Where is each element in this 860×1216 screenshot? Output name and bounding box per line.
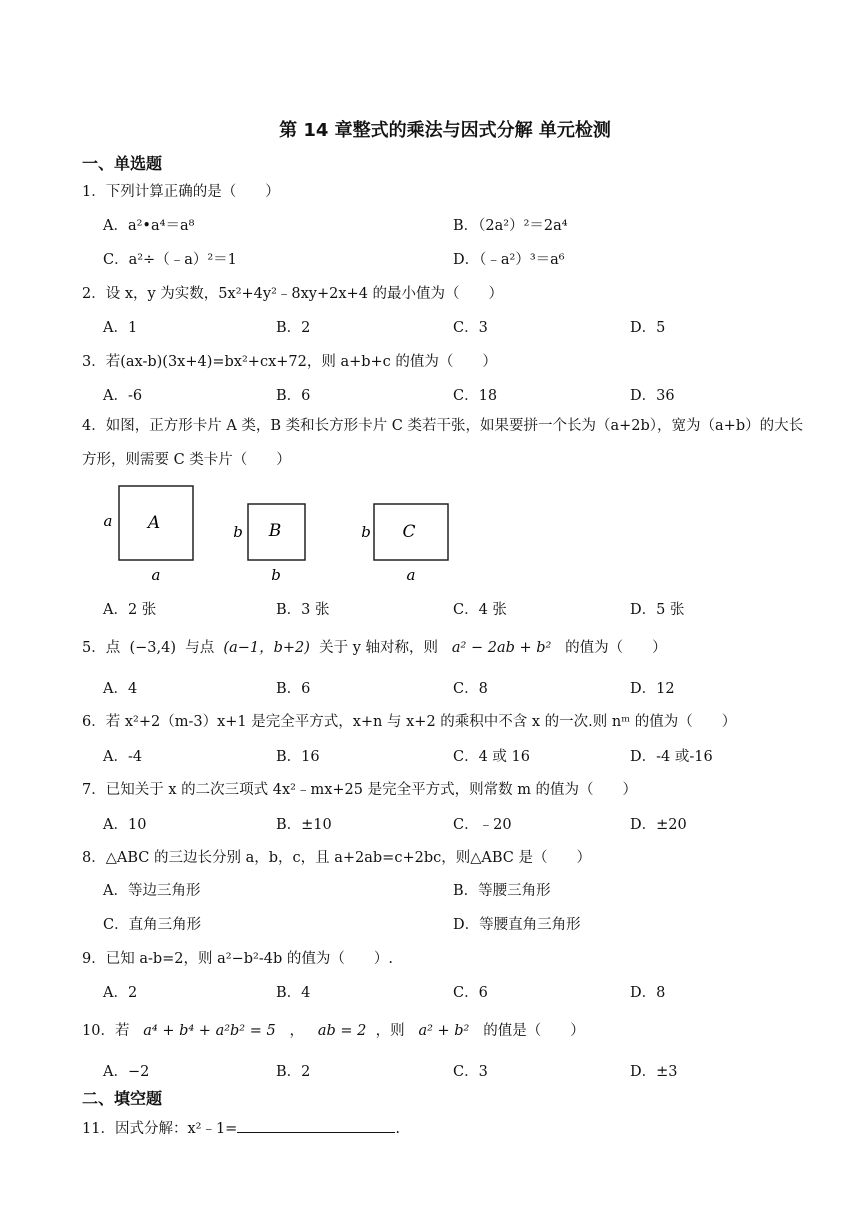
q4-option-c[interactable]: C．4 张 [453, 602, 507, 618]
card-c-bottom-label: a [406, 566, 416, 584]
q7-option-c[interactable]: C．﹣20 [453, 817, 512, 833]
q9-option-c[interactable]: C．6 [453, 985, 488, 1001]
q3-option-a[interactable]: A．-6 [103, 388, 143, 404]
card-a-side-label: a [103, 512, 113, 530]
question-4: 4．如图，正方形卡片 A 类，B 类和长方形卡片 C 类若干张，如果要拼一个长为（a+2b），宽为（a+b）的大长方形，则需要 C 类卡片（ ） [82, 418, 804, 468]
q9-option-d[interactable]: D．8 [630, 985, 666, 1001]
q1-option-c[interactable]: C．a²÷（﹣a）²＝1 [103, 252, 237, 268]
card-c-label: C [402, 522, 416, 542]
q5-text-tail: 的值为（ ） [565, 640, 667, 656]
q10-text-tail: 的值是（ ） [483, 1023, 585, 1039]
question-10 [82, 1019, 585, 1040]
q4-option-d[interactable]: D．5 张 [630, 602, 685, 618]
q10-sep-2: ，则 [375, 1023, 405, 1039]
question-7: 7．已知关于 x 的二次三项式 4x²﹣mx+25 是完全平方式，则常数 m 的值为（ ） [82, 782, 638, 798]
q10-option-a[interactable]: A．−2 [103, 1064, 150, 1080]
q5-point-2: (a−1，b+2) [223, 640, 310, 656]
page-title: 第 14 章整式的乘法与因式分解 单元检测 [279, 120, 611, 141]
q11-end: . [395, 1121, 400, 1137]
q6-option-b[interactable]: B．16 [276, 749, 320, 765]
section-fill-in: 二、填空题 [82, 1089, 163, 1108]
q6-option-d[interactable]: D．-4 或-16 [630, 749, 713, 765]
q10-expression-2: ab = 2 [317, 1023, 367, 1039]
q3-option-b[interactable]: B．6 [276, 388, 311, 404]
card-b-bottom-label: b [271, 566, 281, 584]
card-b-label: B [268, 521, 282, 541]
q5-expression: a² − 2ab + b² [451, 640, 552, 656]
q3-option-d[interactable]: D．36 [630, 388, 675, 404]
q2-option-a[interactable]: A．1 [103, 320, 138, 336]
q5-option-d[interactable]: D．12 [630, 681, 675, 697]
question-1: 1．下列计算正确的是（ ） [82, 184, 280, 200]
card-a [104, 486, 193, 584]
q10-option-b[interactable]: B．2 [276, 1064, 311, 1080]
section-single-choice: 一、单选题 [82, 154, 163, 173]
q5-option-a[interactable]: A．4 [103, 681, 138, 697]
q2-option-b[interactable]: B．2 [276, 320, 311, 336]
q1-option-b[interactable]: B．（2a²）²＝2a⁴ [453, 218, 568, 234]
question-6: 6．若 x²+2（m-3）x+1 是完全平方式，x+n 与 x+2 的乘积中不含 x 的一次.则 nᵐ 的值为（ ） [82, 714, 737, 730]
question-5 [82, 636, 667, 657]
q5-text-mid: 与点 [185, 640, 215, 656]
q11-answer-blank[interactable] [237, 1118, 395, 1133]
q5-number: 5．点 [82, 640, 121, 656]
q5-option-b[interactable]: B．6 [276, 681, 311, 697]
card-a-bottom-label: a [151, 566, 161, 584]
q8-option-a[interactable]: A．等边三角形 [103, 883, 201, 899]
q1-option-d[interactable]: D．（﹣a²）³＝a⁶ [453, 252, 565, 268]
q8-option-d[interactable]: D．等腰直角三角形 [453, 917, 581, 933]
card-c [361, 504, 448, 584]
card-a-label: A [147, 513, 161, 533]
card-c-side-label: b [361, 523, 371, 541]
q7-option-b[interactable]: B．±10 [276, 817, 332, 833]
q4-option-a[interactable]: A．2 张 [103, 602, 157, 618]
q1-option-a[interactable]: A．a²•a⁴＝a⁸ [103, 218, 195, 234]
q10-number: 10．若 [82, 1023, 130, 1039]
q3-option-c[interactable]: C．18 [453, 388, 498, 404]
q10-option-c[interactable]: C．3 [453, 1064, 488, 1080]
q2-option-c[interactable]: C．3 [453, 320, 488, 336]
q9-option-a[interactable]: A．2 [103, 985, 138, 1001]
q6-option-c[interactable]: C．4 或 16 [453, 749, 530, 765]
q5-option-c[interactable]: C．8 [453, 681, 488, 697]
q4-option-b[interactable]: B．3 张 [276, 602, 330, 618]
q8-option-b[interactable]: B．等腰三角形 [453, 883, 551, 899]
question-9: 9．已知 a-b=2，则 a²−b²-4b 的值为（ ）. [82, 951, 393, 967]
q6-option-a[interactable]: A．-4 [103, 749, 143, 765]
q10-expression-3: a² + b² [418, 1023, 470, 1039]
question-11 [82, 1117, 400, 1138]
q9-option-b[interactable]: B．4 [276, 985, 311, 1001]
question-2: 2．设 x，y 为实数，5x²+4y²﹣8xy+2x+4 的最小值为（ ） [82, 286, 504, 302]
card-b-side-label: b [233, 523, 243, 541]
q5-point-1: (−3,4) [129, 640, 176, 656]
question-8: 8．△ABC 的三边长分别 a，b，c，且 a+2ab=c+2bc，则△ABC 是（ ） [82, 850, 591, 866]
q7-option-d[interactable]: D．±20 [630, 817, 687, 833]
q10-option-d[interactable]: D．±3 [630, 1064, 678, 1080]
q11-stem: 11．因式分解：x²﹣1= [82, 1121, 238, 1137]
q2-option-d[interactable]: D．5 [630, 320, 666, 336]
q10-expression-1: a⁴ + b⁴ + a²b² = 5 [143, 1023, 276, 1039]
q8-option-c[interactable]: C．直角三角形 [103, 917, 202, 933]
q10-sep-1: ， [289, 1023, 305, 1039]
q5-text-mid2: 关于 y 轴对称，则 [319, 640, 439, 656]
q7-option-a[interactable]: A．10 [103, 817, 147, 833]
question-3: 3．若(ax-b)(3x+4)=bx²+cx+72，则 a+b+c 的值为（ ） [82, 354, 497, 370]
card-figure [96, 484, 466, 584]
card-b [233, 504, 305, 584]
